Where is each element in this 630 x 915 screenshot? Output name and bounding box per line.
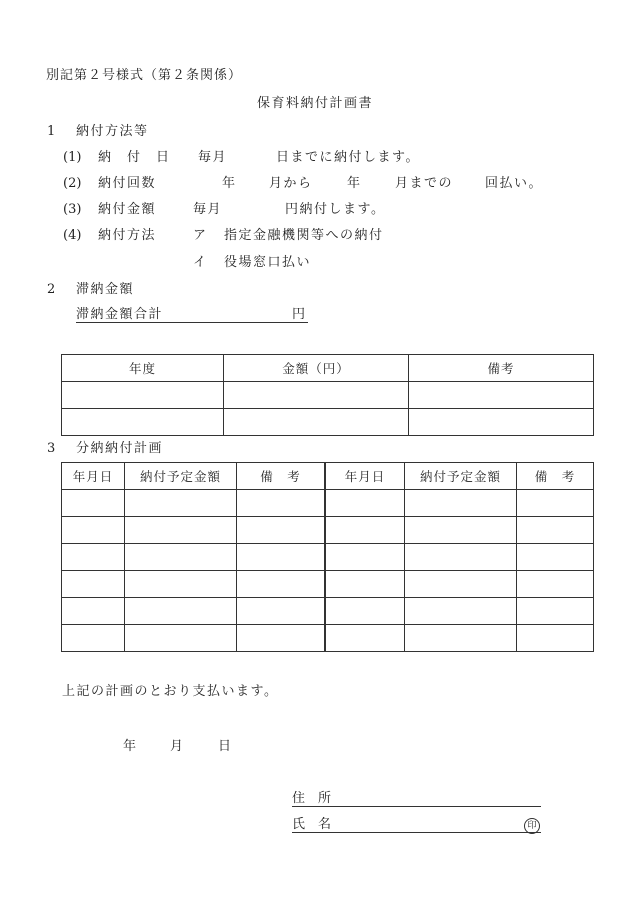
- installment-table-header: [62, 463, 325, 490]
- seal-mark: 印: [524, 818, 540, 834]
- installment-table-right: [325, 462, 594, 652]
- planned-amount-cell[interactable]: [125, 571, 237, 598]
- item2-year-end: 年: [347, 176, 361, 191]
- remarks-cell[interactable]: [517, 625, 594, 652]
- section2-number: 2: [47, 282, 56, 297]
- amount-cell[interactable]: [224, 382, 409, 409]
- item2-month-from: 月から: [269, 176, 313, 191]
- item4-label: 納付方法: [98, 228, 157, 243]
- arrears-total-label: 滞納金額合計: [76, 307, 164, 322]
- date-day: 日: [218, 739, 232, 754]
- item4-option-a-mark: ア: [193, 228, 207, 243]
- table-row: [62, 517, 325, 544]
- remarks-cell[interactable]: [237, 625, 325, 652]
- item2-number: (2): [63, 176, 82, 191]
- installment-table-header: [326, 463, 594, 490]
- planned-amount-cell[interactable]: [405, 490, 517, 517]
- date-month: 月: [170, 739, 184, 754]
- planned-amount-cell[interactable]: [125, 490, 237, 517]
- date-cell[interactable]: [62, 517, 125, 544]
- planned-amount-cell[interactable]: [125, 625, 237, 652]
- planned-amount-cell[interactable]: [125, 517, 237, 544]
- item4-number: (4): [63, 228, 82, 243]
- name-label: 氏 名: [292, 817, 332, 832]
- address-field[interactable]: [292, 806, 541, 807]
- date-cell[interactable]: [326, 517, 405, 544]
- document-title: 保育料納付計画書: [256, 96, 373, 111]
- remarks-cell[interactable]: [517, 571, 594, 598]
- date-cell[interactable]: [62, 490, 125, 517]
- item2-label: 納付回数: [98, 176, 157, 191]
- arrears-total-underline: [76, 322, 308, 323]
- date-year: 年: [123, 739, 137, 754]
- remarks-cell[interactable]: [517, 490, 594, 517]
- table-row: [326, 544, 594, 571]
- item1-label: 納 付 日: [98, 150, 171, 165]
- planned-amount-cell[interactable]: [125, 544, 237, 571]
- planned-amount-cell[interactable]: [405, 517, 517, 544]
- closing-statement: 上記の計画のとおり支払います。: [62, 684, 279, 699]
- remarks-cell[interactable]: [409, 382, 594, 409]
- table-row: [62, 409, 594, 436]
- section3-heading: 分納納付計画: [76, 441, 164, 456]
- fiscal-year-cell[interactable]: [62, 409, 224, 436]
- item3-label: 納付金額: [98, 202, 157, 217]
- table-row: [62, 598, 325, 625]
- remarks-cell[interactable]: [237, 490, 325, 517]
- table-row: [62, 625, 325, 652]
- item4-option-a-text: 指定金融機関等への納付: [224, 228, 384, 243]
- remarks-cell[interactable]: [517, 544, 594, 571]
- table-row: [62, 490, 325, 517]
- remarks-cell[interactable]: [409, 409, 594, 436]
- section2-heading: 滞納金額: [76, 282, 135, 297]
- arrears-table: [61, 354, 594, 436]
- header-fiscal-year: 年度: [62, 355, 224, 382]
- header-date: 年月日: [326, 463, 405, 490]
- address-label: 住 所: [292, 791, 332, 806]
- item1-text: 日までに納付します。: [276, 150, 420, 165]
- table-row: [62, 544, 325, 571]
- remarks-cell[interactable]: [517, 517, 594, 544]
- planned-amount-cell[interactable]: [405, 625, 517, 652]
- section3-number: 3: [47, 441, 56, 456]
- remarks-cell[interactable]: [237, 517, 325, 544]
- remarks-cell[interactable]: [517, 598, 594, 625]
- table-row: [326, 625, 594, 652]
- date-cell[interactable]: [62, 571, 125, 598]
- date-cell[interactable]: [62, 625, 125, 652]
- item2-year-start: 年: [222, 176, 236, 191]
- name-field[interactable]: [292, 832, 541, 833]
- section1-heading: 納付方法等: [76, 124, 149, 139]
- planned-amount-cell[interactable]: [405, 571, 517, 598]
- form-label: 別記第２号様式（第２条関係）: [46, 68, 243, 83]
- table-row: [326, 571, 594, 598]
- remarks-cell[interactable]: [237, 571, 325, 598]
- fiscal-year-cell[interactable]: [62, 382, 224, 409]
- remarks-cell[interactable]: [237, 544, 325, 571]
- table-row: [326, 598, 594, 625]
- header-date: 年月日: [62, 463, 125, 490]
- table-row: [326, 490, 594, 517]
- date-cell[interactable]: [326, 598, 405, 625]
- header-planned-amount: 納付予定金額: [405, 463, 517, 490]
- arrears-total-unit: 円: [292, 307, 306, 322]
- item2-times: 回払い。: [485, 176, 544, 191]
- date-cell[interactable]: [62, 544, 125, 571]
- header-remarks: 備考: [409, 355, 594, 382]
- item2-month-to: 月までの: [395, 176, 454, 191]
- date-cell[interactable]: [326, 544, 405, 571]
- header-amount: 金額（円）: [224, 355, 409, 382]
- item1-monthly: 毎月: [198, 150, 228, 165]
- date-cell[interactable]: [326, 490, 405, 517]
- section1-number: 1: [47, 124, 56, 139]
- table-row: [326, 517, 594, 544]
- item4-option-b-text: 役場窓口払い: [224, 255, 312, 270]
- arrears-table-header: [62, 355, 594, 382]
- item3-text: 円納付します。: [285, 202, 386, 217]
- item3-number: (3): [63, 202, 82, 217]
- item4-option-b-mark: イ: [193, 255, 207, 270]
- planned-amount-cell[interactable]: [405, 544, 517, 571]
- header-remarks: 備 考: [517, 463, 594, 490]
- planned-amount-cell[interactable]: [125, 598, 237, 625]
- remarks-cell[interactable]: [237, 598, 325, 625]
- table-row: [62, 571, 325, 598]
- table-row: [62, 382, 594, 409]
- header-planned-amount: 納付予定金額: [125, 463, 237, 490]
- item1-number: (1): [63, 150, 82, 165]
- date-cell[interactable]: [326, 571, 405, 598]
- planned-amount-cell[interactable]: [405, 598, 517, 625]
- amount-cell[interactable]: [224, 409, 409, 436]
- installment-table-left: [61, 462, 325, 652]
- date-cell[interactable]: [326, 625, 405, 652]
- item3-monthly: 毎月: [193, 202, 223, 217]
- date-cell[interactable]: [62, 598, 125, 625]
- header-remarks: 備 考: [237, 463, 325, 490]
